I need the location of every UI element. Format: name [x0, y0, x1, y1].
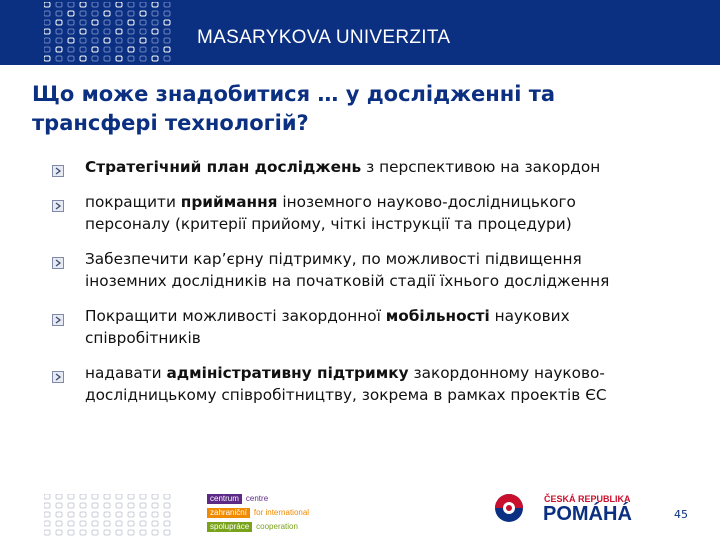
bullet-item — [52, 191, 692, 235]
centrum-chip-label: centrum — [207, 494, 242, 504]
bullet-item — [52, 156, 692, 178]
centrum-tail-label: centre — [245, 494, 269, 503]
university-name: MASARYKOVA UNIVERZITA — [197, 27, 451, 48]
slide-title — [32, 80, 632, 138]
bullet-text: надавати — [85, 364, 167, 382]
bullet-text: закордонному науково- — [408, 364, 605, 382]
bullet-text-bold: приймання — [180, 193, 278, 211]
bullet-line — [85, 191, 692, 213]
bullet-text: Покращити можливості закордонної — [85, 307, 386, 325]
bullet-item — [52, 248, 692, 292]
czech-republic-label: ČESKÁ REPUBLIKA — [544, 494, 631, 504]
arrow-bullet-icon — [52, 161, 64, 173]
bullet-line — [85, 305, 692, 327]
bullet-line — [85, 213, 692, 235]
ceska-republika-pomaha-icon — [492, 492, 532, 524]
bullet-text: з перспективою на закордон — [361, 158, 601, 176]
bullet-list — [52, 156, 692, 406]
centrum-logo-row — [207, 494, 268, 504]
arrow-bullet-icon — [52, 253, 64, 265]
centrum-logo-row — [207, 508, 309, 518]
bullet-text-bold: мобільності — [385, 307, 490, 325]
arrow-bullet-icon — [52, 196, 64, 208]
bullet-line — [85, 362, 692, 384]
bullet-item — [52, 362, 692, 406]
bullet-line — [85, 327, 692, 349]
bullet-line — [85, 248, 692, 270]
bullet-line — [85, 384, 692, 406]
title-line-2: трансфері технологій? — [32, 111, 309, 135]
bullet-text: співробітників — [85, 329, 201, 347]
title-line-1: Що може знадобитися … у дослідженні та — [32, 82, 556, 106]
bullet-text: Забезпечити кар’єрну підтримку, по можливості підвищення — [85, 250, 582, 268]
centrum-tail-label: cooperation — [256, 522, 298, 531]
arrow-bullet-icon — [52, 367, 64, 379]
pomaha-label: POMÁHÁ — [543, 503, 632, 525]
centrum-tail-label: for international — [253, 508, 310, 517]
bullet-line — [85, 270, 692, 292]
bullet-text: покращити — [85, 193, 181, 211]
page-number: 45 — [674, 508, 688, 521]
mu-logo-pattern-icon — [44, 2, 176, 64]
bullet-text: іноземних дослідників на початковій стадії їхнього дослідження — [85, 272, 610, 290]
centrum-logo-row — [207, 522, 298, 532]
bullet-text: іноземного науково-дослідницького — [277, 193, 576, 211]
centrum-chip-label: spolupráce — [207, 522, 252, 532]
bullet-text: наукових — [489, 307, 570, 325]
mu-footer-pattern-icon — [44, 494, 176, 540]
bullet-text: дослідницькому співробітництву, зокрема в рамках проектів ЄС — [85, 386, 607, 404]
bullet-item — [52, 305, 692, 349]
centrum-logo — [207, 494, 407, 538]
bullet-text: персоналу (критерії прийому, чіткі інструкції та процедури) — [85, 215, 572, 233]
bullet-text-bold: Стратегічний план досліджень — [85, 158, 362, 176]
bullet-text-bold: адміністративну підтримку — [166, 364, 409, 382]
header-bar — [0, 0, 720, 65]
bullet-line — [85, 156, 692, 178]
centrum-chip-label: zahraniční — [207, 508, 250, 518]
arrow-bullet-icon — [52, 310, 64, 322]
